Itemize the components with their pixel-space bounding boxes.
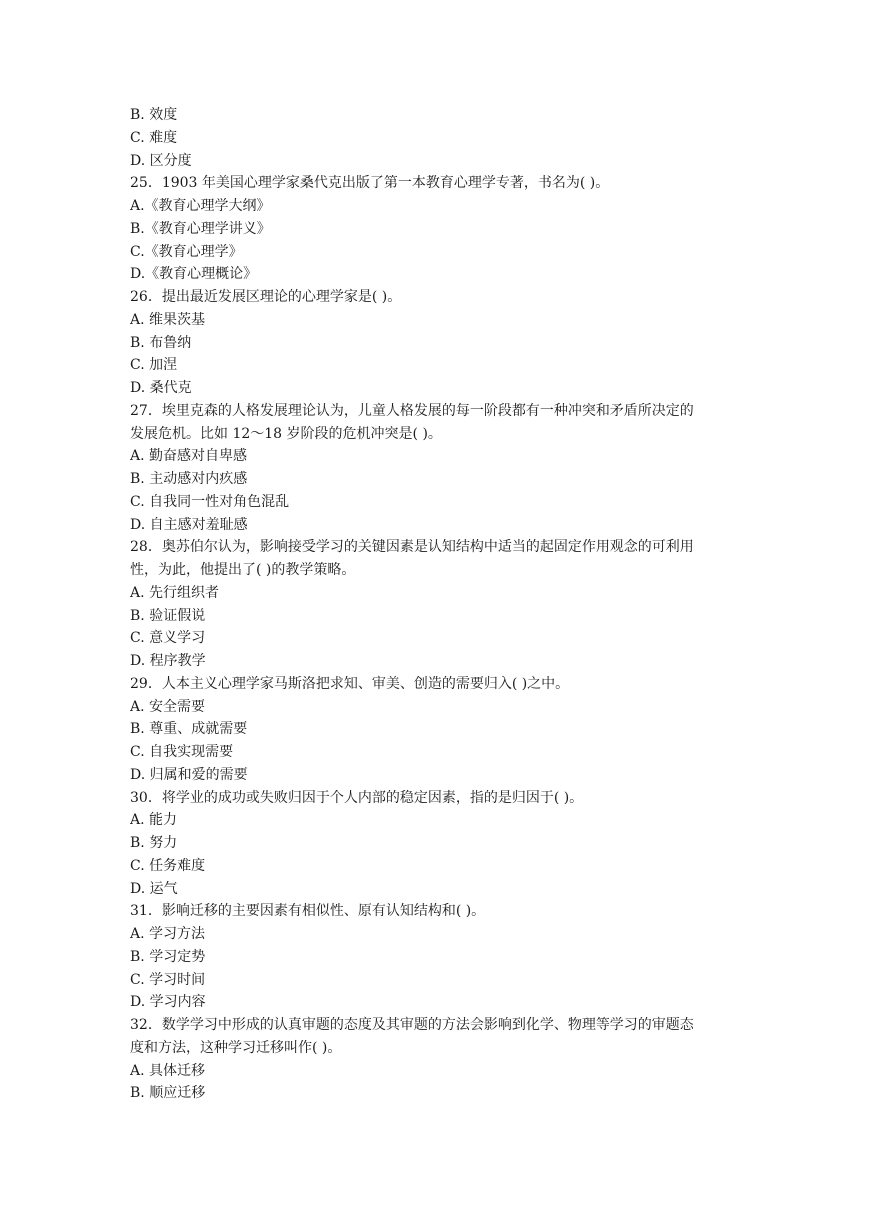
question-28	[130, 536, 750, 673]
option-line: C. 任务难度	[130, 857, 206, 874]
question-25	[130, 172, 750, 286]
option-line: A. 安全需要	[130, 698, 206, 715]
option-line: D. 归属和爱的需要	[130, 766, 248, 783]
option-line: C. 意义学习	[130, 630, 206, 647]
option-line: C. 自我实现需要	[130, 744, 234, 760]
option-line: A. 勤奋感对自卑感	[130, 448, 248, 465]
option-line: A.《教育心理学大纲》	[130, 198, 271, 214]
option-line: D. 程序教学	[130, 653, 206, 669]
question-stem: 27．埃里克森的人格发展理论认为，儿童人格发展的每一阶段都有一种冲突和矛盾所决定的	[130, 402, 694, 419]
option-line: B. 尊重、成就需要	[130, 721, 248, 738]
option-line: B. 努力	[130, 835, 178, 851]
question-stem: 28．奥苏伯尔认为，影响接受学习的关键因素是认知结构中适当的起固定作用观念的可利用	[130, 539, 694, 556]
option-line: D. 运气	[130, 880, 178, 897]
option-line: A. 学习方法	[130, 926, 206, 942]
option-line: D.《教育心理概论》	[130, 266, 258, 283]
option-line: B. 学习定势	[130, 948, 206, 965]
option-line: B.《教育心理学讲义》	[130, 220, 271, 237]
question-stem: 发展危机。比如 12～18 岁阶段的危机冲突是( )。	[130, 425, 442, 442]
option-line: A. 维果茨基	[130, 311, 206, 328]
option-line: C. 学习时间	[130, 971, 206, 988]
option-line: D. 区分度	[130, 152, 192, 169]
question-stem: 25．1903 年美国心理学家桑代克出版了第一本教育心理学专著，书名为( )。	[130, 175, 610, 192]
question-stem: 30．将学业的成功或失败归因于个人内部的稳定因素，指的是归因于( )。	[130, 789, 584, 806]
question-26	[130, 286, 750, 400]
option-line: D. 学习内容	[130, 994, 206, 1011]
question-stem: 29．人本主义心理学家马斯洛把求知、审美、创造的需要归入( )之中。	[130, 675, 570, 692]
question-31	[130, 900, 750, 1014]
question-stem: 度和方法，这种学习迁移叫作( )。	[130, 1039, 342, 1056]
question-30	[130, 787, 750, 901]
option-line: C. 自我同一性对角色混乱	[130, 493, 290, 510]
question-stem: 性，为此，他提出了( )的教学策略。	[130, 562, 356, 578]
option-line: C.《教育心理学》	[130, 243, 243, 260]
question-stem: 26．提出最近发展区理论的心理学家是( )。	[130, 289, 402, 305]
option-line: C. 难度	[130, 129, 178, 146]
option-line: C. 加涅	[130, 357, 178, 374]
option-line: B. 效度	[130, 107, 178, 123]
question-stem: 31．影响迁移的主要因素有相似性、原有认知结构和( )。	[130, 903, 486, 920]
question-27	[130, 400, 750, 537]
question-32	[130, 1014, 750, 1105]
question-list	[130, 104, 750, 1105]
option-line: B. 主动感对内疚感	[130, 471, 248, 487]
option-line: B. 验证假说	[130, 607, 206, 624]
option-line: A. 能力	[130, 812, 178, 829]
question-stem: 32．数学学习中形成的认真审题的态度及其审题的方法会影响到化学、物理等学习的审题态	[130, 1017, 694, 1033]
option-line: B. 顺应迁移	[130, 1085, 206, 1102]
option-line: A. 先行组织者	[130, 584, 220, 601]
option-line: D. 自主感对羞耻感	[130, 516, 248, 533]
option-line: B. 布鲁纳	[130, 334, 192, 351]
question-29	[130, 673, 750, 787]
option-line: D. 桑代克	[130, 380, 192, 396]
option-line: A. 具体迁移	[130, 1062, 206, 1079]
previous-question-options	[130, 104, 750, 172]
